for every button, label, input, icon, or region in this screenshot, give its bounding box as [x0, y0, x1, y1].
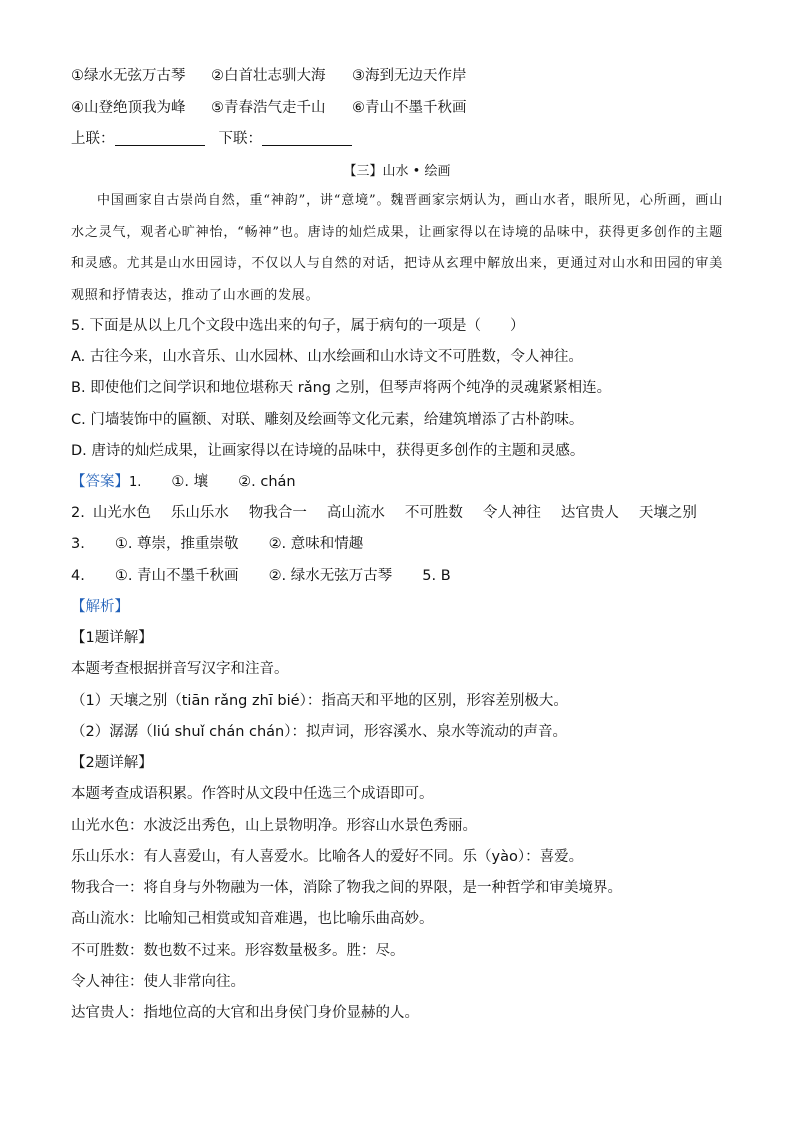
couplet-answer-line	[71, 129, 734, 149]
detail-1-line-2: （2）潺潺（liú shuǐ chán chán）：拟声词，形容溪水、泉水等流动的声音。	[71, 724, 567, 740]
option-4: ④山登绝顶我为峰	[71, 100, 186, 116]
analysis-tag: 【解析】	[71, 599, 129, 615]
detail-1-heading: 【1题详解】	[71, 630, 153, 646]
detail-2-intro: 本题考查成语积累。作答时从文段中任选三个成语即可。	[71, 786, 434, 802]
idiom-5: 不可胜数	[404, 505, 463, 521]
lower-couplet-blank[interactable]	[262, 129, 352, 146]
answer-line-2	[71, 503, 734, 523]
answer-5: 5. B	[422, 568, 451, 584]
question-5-option-d: D. 唐诗的灿烂成果，让画家得以在诗境的品味中，获得更多创作的主题和灵感。	[71, 443, 585, 459]
answer-tag: 【答案】	[71, 474, 129, 490]
upper-couplet-label: 上联：	[71, 131, 115, 147]
detail-1-line-1: （1）天壤之别（tiān rǎng zhī bié）：指高天和平地的区别，形容差别极大。	[71, 693, 568, 709]
answer-4-a: ①. 青山不墨千秋画	[114, 568, 239, 584]
section-3-title: 【三】山水 • 绘画	[343, 164, 451, 179]
options-row-2	[71, 98, 734, 118]
answer-line-1	[71, 472, 734, 493]
answer-line-3	[71, 534, 734, 554]
option-5: ⑤青春浩气走千山	[211, 100, 326, 116]
answer-1-b: ②. chán	[238, 474, 296, 490]
idiom-2: 乐山乐水	[170, 505, 229, 521]
idiom-definition: 山光水色：水波泛出秀色，山上景物明净。形容山水景色秀丽。	[71, 818, 477, 834]
idiom-1: 山光水色	[92, 505, 151, 521]
idiom-4: 高山流水	[326, 505, 385, 521]
answer-4-number: 4.	[71, 568, 85, 584]
upper-couplet-blank[interactable]	[115, 129, 205, 146]
answer-3-number: 3.	[71, 536, 85, 552]
idiom-6: 令人神往	[482, 505, 541, 521]
detail-2-heading: 【2题详解】	[71, 755, 153, 771]
idiom-8: 天壤之别	[638, 505, 697, 521]
option-3: ③海到无边天作岸	[352, 68, 467, 84]
idiom-3: 物我合一	[248, 505, 307, 521]
answer-4-b: ②. 绿水无弦万古琴	[268, 568, 393, 584]
answer-1-number: 1.	[129, 475, 142, 490]
question-5-option-a: A. 古往今来，山水音乐、山水园林、山水绘画和山水诗文不可胜数，令人神往。	[71, 349, 583, 365]
idiom-definition: 达官贵人：指地位高的大官和出身侯门身价显赫的人。	[71, 1005, 419, 1021]
detail-1-intro: 本题考查根据拼音写汉字和注音。	[71, 661, 289, 677]
answer-2-number: 2.	[71, 505, 85, 521]
lower-couplet-label: 下联：	[218, 131, 262, 147]
question-5-option-b: B. 即使他们之间学识和地位堪称天 rǎng 之别，但琴声将两个纯净的灵魂紧紧相连。	[71, 380, 612, 396]
idiom-definition: 不可胜数：数也数不过来。形容数量极多。胜：尽。	[71, 943, 405, 959]
section-3-passage: 中国画家自古崇尚自然，重“神韵”，讲“意境”。魏晋画家宗炳认为，画山水者，眼所见，心所画，画山水之灵气，观者心旷神怡，“畅神”也。唐诗的灿烂成果，让画家得以在诗境的品味中，获得更多创作的主题和灵感。尤其是山水田园诗，不仅以人与自然的对话，把诗从玄理中解放出来，更通过对山水和田园的审美观照和抒情表达，推动了山水画的发展。	[71, 193, 723, 303]
idiom-definition: 乐山乐水：有人喜爱山，有人喜爱水。比喻各人的爱好不同。乐（yào）：喜爱。	[71, 849, 584, 865]
answer-3-a: ①. 尊崇，推重崇敬	[114, 536, 239, 552]
idiom-7: 达官贵人	[560, 505, 619, 521]
answer-1-a: ①. 壤	[171, 474, 209, 490]
options-row-1	[71, 66, 734, 86]
question-5-option-c: C. 门墙装饰中的匾额、对联、雕刻及绘画等文化元素，给建筑增添了古朴韵味。	[71, 412, 584, 428]
option-1: ①绿水无弦万古琴	[71, 68, 186, 84]
answer-line-4	[71, 566, 734, 586]
idiom-definition: 物我合一：将自身与外物融为一体，消除了物我之间的界限，是一种哲学和审美境界。	[71, 880, 622, 896]
option-2: ②白首壮志驯大海	[211, 68, 326, 84]
question-5-stem: 5. 下面是从以上几个文段中选出来的句子，属于病句的一项是（ ）	[71, 318, 525, 334]
idiom-definition: 令人神往：使人非常向往。	[71, 974, 245, 990]
idiom-definition: 高山流水：比喻知己相赏或知音难遇，也比喻乐曲高妙。	[71, 911, 434, 927]
answer-3-b: ②. 意味和情趣	[268, 536, 364, 552]
option-6: ⑥青山不墨千秋画	[352, 100, 467, 116]
